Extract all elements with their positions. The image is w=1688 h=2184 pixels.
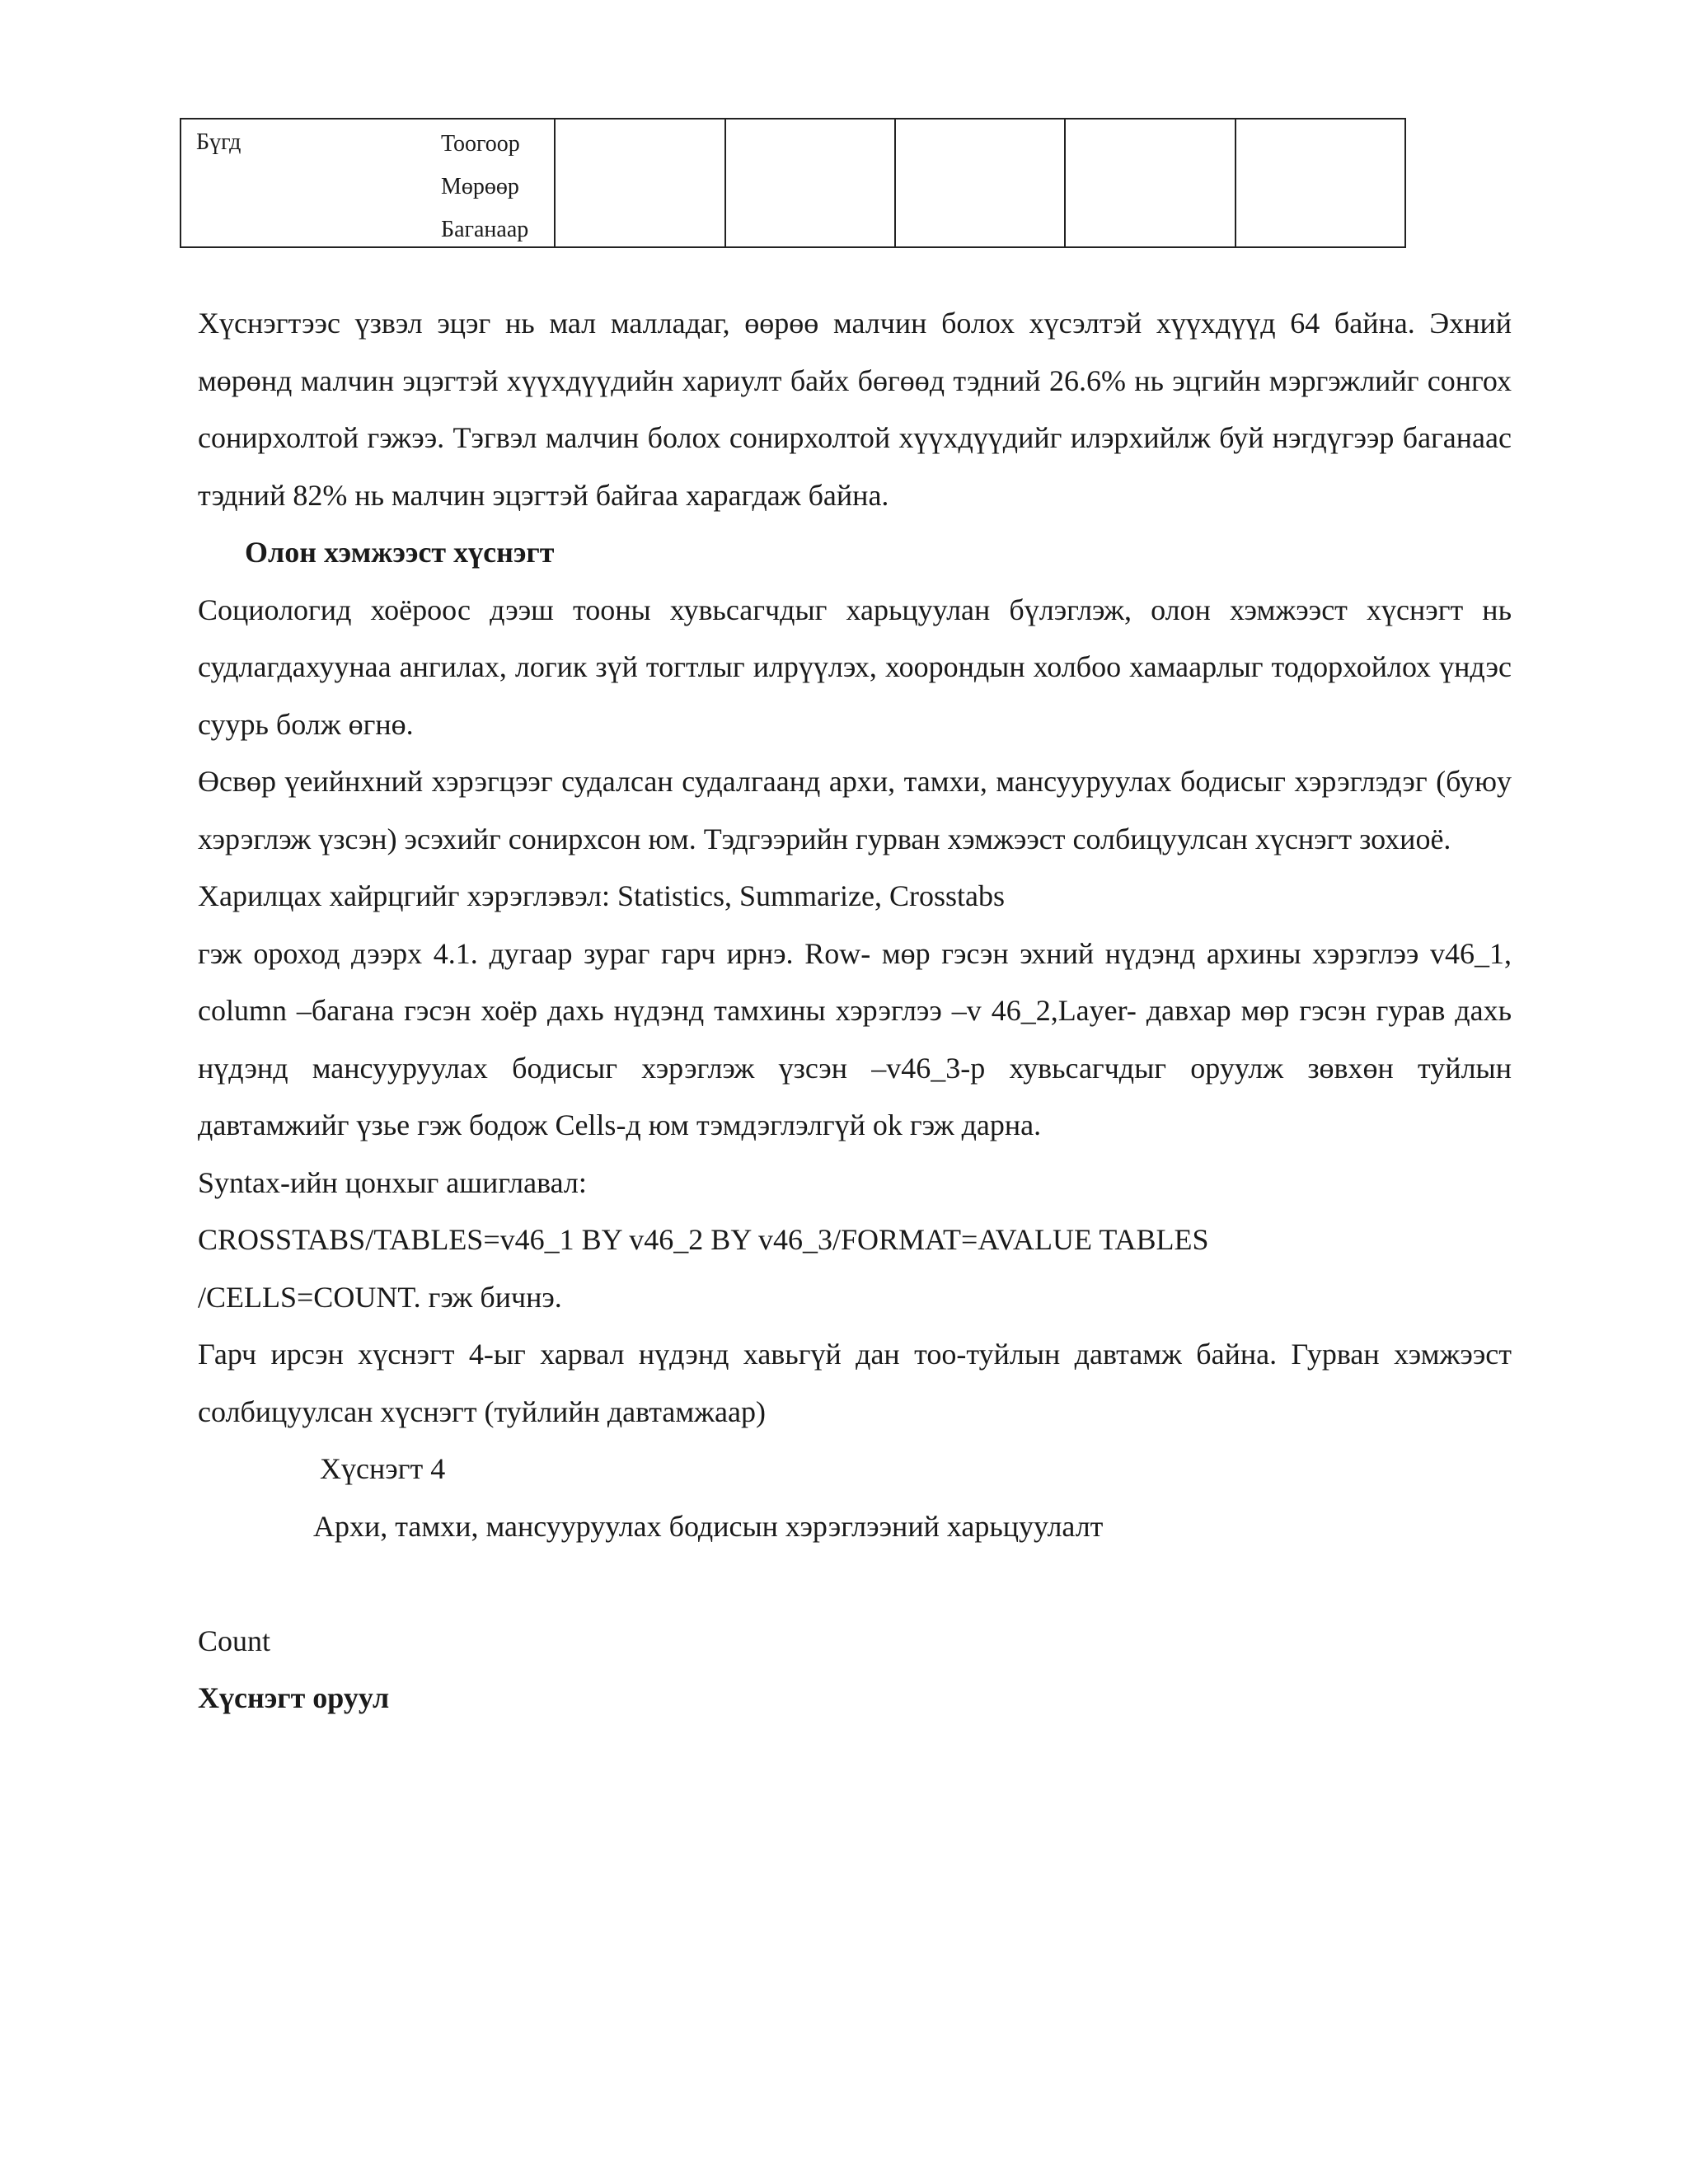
blank-line (198, 1555, 1512, 1613)
table-total-label: Бүгд (196, 129, 241, 155)
row-label-count: Тоогоор (441, 131, 520, 157)
paragraph-dialog-usage: Харилцах хайрцгийг хэрэглэвэл: Statistics, Summarize, Crosstabs (198, 879, 1005, 912)
paragraph-table-result: Гарч ирсэн хүснэгт 4-ыг харвал нүдэнд хавьгүй дан тоо-туйлын давтамж байна. Гурван хэмжээст солбицуулсан хүснэгт (туйлийн давтамжаар) (198, 1338, 1512, 1428)
paragraph-syntax-window: Syntax-ийн цонхыг ашиглавал: (198, 1165, 587, 1199)
paragraph-youth-study: Өсвөр үеийнхний хэрэгцээг судалсан судалгаанд архи, тамхи, мансууруулах бодисыг хэрэглэдэг (буюу хэрэглэж үзсэн) эсэхийг сонирхсон юм. Тэдгээрийн гурван хэмжээст солбицуулсан хүснэгт зохиоё. (198, 765, 1512, 855)
row-label-row: Мөрөөр (441, 174, 519, 199)
syntax-command-end: /CELLS=COUNT. гэж бичнэ. (198, 1280, 562, 1314)
row-label-column: Баганаар (441, 217, 529, 242)
table-label-cell (181, 119, 555, 247)
table-row-labels (441, 123, 528, 251)
table-caption-title: Архи, тамхи, мансууруулах бодисын хэрэглээний харьцуулалт (313, 1509, 1104, 1543)
table-cell (1065, 119, 1235, 247)
table-cell (1236, 119, 1405, 247)
table-cell (555, 119, 724, 247)
paragraph-crosstabs-steps: гэж ороход дээрх 4.1. дугаар зураг гарч ирнэ. Row- мөр гэсэн эхний нүдэнд архины хэрэглээ v46_1, column –багана гэсэн хоёр дахь нүдэнд тамхины хэрэглээ –v 46_2,Layer- давхар мөр гэсэн гурав дахь нүдэнд мансууруулах бодисыг хэрэглэж үзсэн –v46_3-р хувьсагчдыг оруулж зөвхөн туйлын давтамжийг үзье гэж бодож Cells-д юм тэмдэглэлгүй ok гэж дарна. (198, 936, 1512, 1141)
count-label: Count (198, 1624, 271, 1657)
body-text (198, 295, 1512, 1727)
summary-table (180, 118, 1406, 248)
insert-table-placeholder: Хүснэгт оруул (198, 1681, 390, 1714)
table-row (181, 119, 1405, 247)
paragraph-multidimensional: Социологид хоёроос дээш тооны хувьсагчдыг харьцуулан бүлэглэж, олон хэмжээст хүснэгт нь судлагдахуунаа ангилах, логик зүй тогтлыг илрүүлэх, хоорондын холбоо хамаарлыг тодорхойлох үндэс суурь болж өгнө. (198, 593, 1512, 741)
syntax-command: CROSSTABS/TABLES=v46_1 BY v46_2 BY v46_3/FORMAT=AVALUE TABLES (198, 1223, 1209, 1256)
section-heading: Олон хэмжээст хүснэгт (245, 536, 555, 569)
table-caption-number: Хүснэгт 4 (320, 1452, 446, 1485)
paragraph-table-interpretation: Хүснэгтээс үзвэл эцэг нь мал малладаг, өөрөө малчин болох хүсэлтэй хүүхдүүд 64 байна. Эхний мөрөнд малчин эцэгтэй хүүхдүүдийн хариулт байх бөгөөд тэдний 26.6% нь эцгийн мэргэжлийг сонгох сонирхолтой гэжээ. Тэгвэл малчин болох сонирхолтой хүүхдүүдийг илэрхийлж буй нэгдүгээр баганаас тэдний 82% нь малчин эцэгтэй байгаа харагдаж байна. (198, 307, 1512, 512)
table-cell (895, 119, 1065, 247)
table-cell (725, 119, 895, 247)
